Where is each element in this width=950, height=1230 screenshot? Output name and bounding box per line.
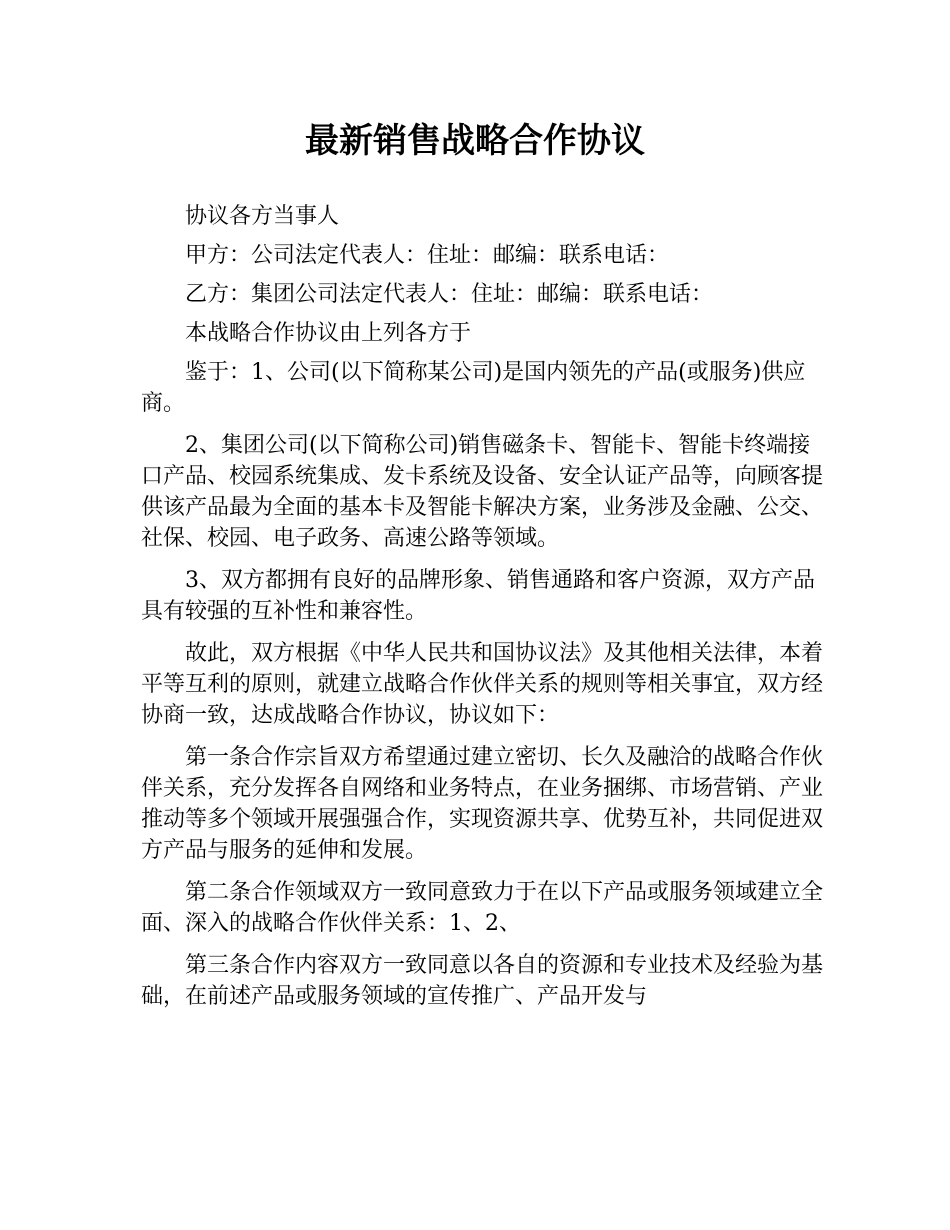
paragraph-article-2: 第二条合作领域双方一致同意致力于在以下产品或服务领域建立全面、深入的战略合作伙伴关系：1、2、 — [141, 880, 824, 936]
paragraph-article-1: 第一条合作宗旨双方希望通过建立密切、长久及融洽的战略合作伙伴关系，充分发挥各自网络和业务特点，在业务捆绑、市场营销、产业推动等多个领域开展强强合作，实现资源共享、优势互补，共同促进双方产品与服务的延伸和发展。 — [141, 745, 824, 863]
paragraph-therefore: 故此，双方根据《中华人民共和国协议法》及其他相关法律，本着平等互利的原则，就建立战略合作伙伴关系的规则等相关事宜，双方经协商一致，达成战略合作协议，协议如下： — [141, 641, 824, 728]
document-title: 最新销售战略合作协议 — [305, 121, 645, 161]
paragraph-party-a: 甲方：公司法定代表人：住址：邮编：联系电话： — [185, 243, 670, 268]
paragraph-party-b: 乙方：集团公司法定代表人：住址：邮编：联系电话： — [185, 282, 714, 307]
document-body — [141, 201, 831, 1023]
paragraph-parties: 协议各方当事人 — [185, 204, 340, 229]
paragraph-whereas-1: 鉴于：1、公司(以下简称某公司)是国内领先的产品(或服务)供应商。 — [141, 360, 806, 416]
paragraph-agreement-intro: 本战略合作协议由上列各方于 — [185, 321, 472, 346]
paragraph-article-3: 第三条合作内容双方一致同意以各自的资源和专业技术及经验为基础，在前述产品或服务领域的宣传推广、产品开发与 — [141, 953, 824, 1009]
paragraph-whereas-3: 3、双方都拥有良好的品牌形象、销售通路和客户资源，双方产品具有较强的互补性和兼容性。 — [141, 568, 815, 624]
paragraph-whereas-2: 2、集团公司(以下简称公司)销售磁条卡、智能卡、智能卡终端接口产品、校园系统集成、发卡系统及设备、安全认证产品等，向顾客提供该产品最为全面的基本卡及智能卡解决方案，业务涉及金融、公交、社保、校园、电子政务、高速公路等领域。 — [141, 433, 824, 551]
